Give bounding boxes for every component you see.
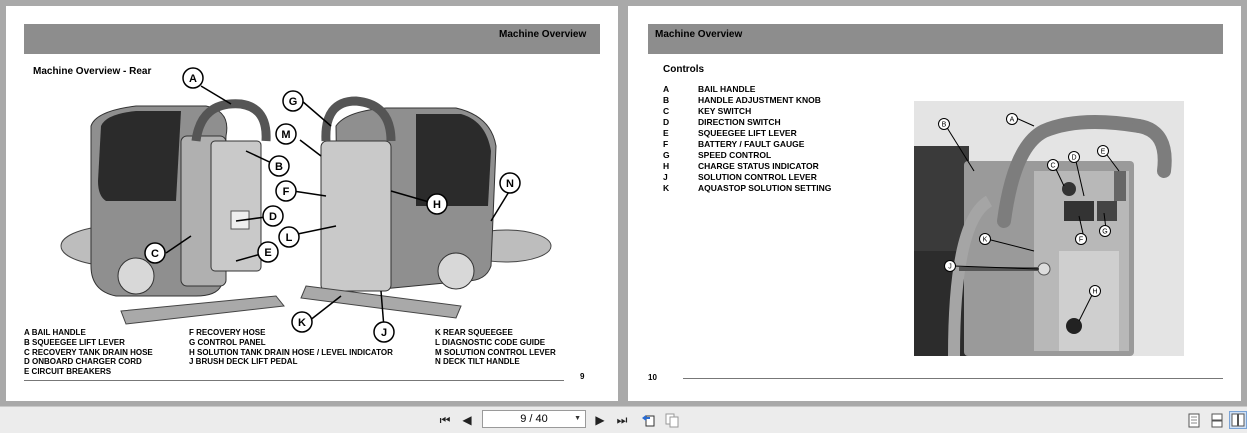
callout-e-label: E bbox=[264, 247, 272, 259]
continuous-view-button[interactable] bbox=[1209, 411, 1225, 429]
photo-callout-h bbox=[1090, 286, 1101, 297]
photo-callout-j bbox=[945, 261, 956, 272]
callout-f bbox=[276, 181, 296, 201]
legend-item: F RECOVERY HOSE bbox=[189, 328, 266, 337]
list-item: E SQUEEGEE LIFT LEVER bbox=[663, 128, 797, 138]
callout-g bbox=[283, 91, 303, 111]
photo-callout-k bbox=[980, 234, 991, 245]
legend-item: A BAIL HANDLE bbox=[24, 328, 86, 337]
list-item: H CHARGE STATUS INDICATOR bbox=[663, 161, 819, 171]
photo-callout-f bbox=[1076, 234, 1087, 245]
right-page bbox=[628, 6, 1241, 401]
legend-item: C RECOVERY TANK DRAIN HOSE bbox=[24, 347, 153, 357]
page-forward-icon bbox=[664, 412, 680, 428]
callout-g-label: G bbox=[288, 96, 298, 108]
page-back-button[interactable] bbox=[638, 411, 658, 429]
legend-item: J BRUSH DECK LIFT PEDAL bbox=[189, 357, 298, 367]
chevron-down-icon: ▼ bbox=[574, 415, 581, 422]
list-item: F BATTERY / FAULT GAUGE bbox=[663, 139, 805, 149]
left-page bbox=[6, 6, 618, 401]
legend-item: K REAR SQUEEGEE bbox=[435, 328, 513, 337]
page-select[interactable] bbox=[482, 410, 586, 428]
callout-n bbox=[500, 173, 520, 193]
two-page-view-button[interactable] bbox=[1229, 411, 1247, 429]
photo-callout-g bbox=[1100, 226, 1111, 237]
callout-f-label: F bbox=[282, 186, 290, 198]
list-item: J SOLUTION CONTROL LEVER bbox=[663, 172, 817, 182]
section-title: Controls bbox=[663, 64, 705, 75]
callout-a bbox=[183, 68, 203, 88]
footer-rule bbox=[24, 380, 564, 381]
header-title: Machine Overview bbox=[655, 29, 743, 40]
next-page-button[interactable]: ▶ bbox=[595, 413, 605, 427]
photo-callout-d-label: D bbox=[1071, 154, 1077, 162]
photo-callout-d bbox=[1069, 152, 1080, 163]
list-item: B HANDLE ADJUSTMENT KNOB bbox=[663, 95, 821, 105]
legend-item: L DIAGNOSTIC CODE GUIDE bbox=[435, 337, 546, 347]
footer-rule bbox=[683, 378, 1223, 379]
legend-item: M SOLUTION CONTROL LEVER bbox=[435, 347, 556, 357]
viewer-toolbar bbox=[0, 406, 1247, 433]
photo-callout-a bbox=[1007, 114, 1018, 125]
machine-right-view bbox=[301, 101, 551, 318]
continuous-page-icon bbox=[1211, 413, 1223, 428]
photo-callout-h-label: H bbox=[1092, 288, 1098, 296]
callout-a-label: A bbox=[189, 73, 197, 85]
page-forward-button[interactable] bbox=[662, 411, 682, 429]
header-title: Machine Overview bbox=[499, 29, 587, 40]
legend-item: G CONTROL PANEL bbox=[189, 337, 266, 347]
callout-c-label: C bbox=[151, 248, 159, 260]
legend-item: E CIRCUIT BREAKERS bbox=[24, 367, 112, 377]
callout-k-label: K bbox=[298, 317, 306, 329]
last-page-button[interactable]: ⏭ bbox=[616, 412, 628, 427]
single-page-icon bbox=[1188, 413, 1200, 428]
single-page-view-button[interactable] bbox=[1186, 411, 1202, 429]
callout-m-label: M bbox=[281, 129, 291, 141]
photo-callout-b bbox=[939, 119, 950, 130]
callout-c bbox=[145, 243, 165, 263]
photo-callout-a-label: A bbox=[1009, 116, 1015, 124]
callout-e bbox=[258, 242, 278, 262]
prev-page-button[interactable]: ◀ bbox=[462, 413, 472, 427]
callout-l bbox=[279, 227, 299, 247]
photo-callout-e bbox=[1098, 146, 1109, 157]
legend-item: H SOLUTION TANK DRAIN HOSE / LEVEL INDICATOR bbox=[189, 347, 393, 357]
list-item: G SPEED CONTROL bbox=[663, 150, 772, 160]
page-indicator: 9 / 40 bbox=[520, 413, 548, 425]
photo-callout-c-label: C bbox=[1050, 162, 1056, 170]
legend-item: B SQUEEGEE LIFT LEVER bbox=[24, 337, 125, 347]
legend-item: N DECK TILT HANDLE bbox=[435, 357, 520, 367]
controls-photo bbox=[914, 101, 1184, 356]
page-number: 10 bbox=[648, 373, 657, 382]
photo-callout-g-label: G bbox=[1102, 228, 1108, 236]
callout-n-label: N bbox=[506, 178, 514, 190]
legend-col2 bbox=[189, 328, 393, 367]
legend-col1 bbox=[24, 328, 153, 377]
legend-item: D ONBOARD CHARGER CORD bbox=[24, 357, 142, 367]
callout-b-label: B bbox=[275, 161, 283, 173]
callout-d-label: D bbox=[269, 211, 277, 223]
photo-callout-j-label: J bbox=[948, 263, 952, 271]
callout-d bbox=[263, 206, 283, 226]
photo-callout-b-label: B bbox=[941, 121, 947, 129]
legend-col3 bbox=[435, 328, 556, 367]
callout-j-label: J bbox=[380, 327, 388, 339]
section-title: Machine Overview - Rear bbox=[33, 66, 152, 77]
list-item: C KEY SWITCH bbox=[663, 106, 752, 116]
callout-h-label: H bbox=[433, 199, 441, 211]
photo-callout-c bbox=[1048, 160, 1059, 171]
callout-h bbox=[427, 194, 447, 214]
list-item: D DIRECTION SWITCH bbox=[663, 117, 781, 127]
photo-callout-e-label: E bbox=[1100, 148, 1106, 156]
callout-b bbox=[269, 156, 289, 176]
list-item: A BAIL HANDLE bbox=[663, 84, 756, 94]
controls-list bbox=[663, 84, 831, 194]
photo-callout-k-label: K bbox=[982, 236, 988, 244]
photo-callout-f-label: F bbox=[1078, 236, 1084, 244]
page-number: 9 bbox=[580, 372, 585, 381]
machine-left-view bbox=[61, 104, 284, 324]
two-page-icon bbox=[1231, 413, 1245, 427]
callout-m bbox=[276, 124, 296, 144]
first-page-button[interactable]: ⏮ bbox=[439, 412, 451, 427]
page-back-icon bbox=[640, 412, 656, 428]
callout-l-label: L bbox=[285, 232, 293, 244]
list-item: K AQUASTOP SOLUTION SETTING bbox=[663, 183, 832, 193]
